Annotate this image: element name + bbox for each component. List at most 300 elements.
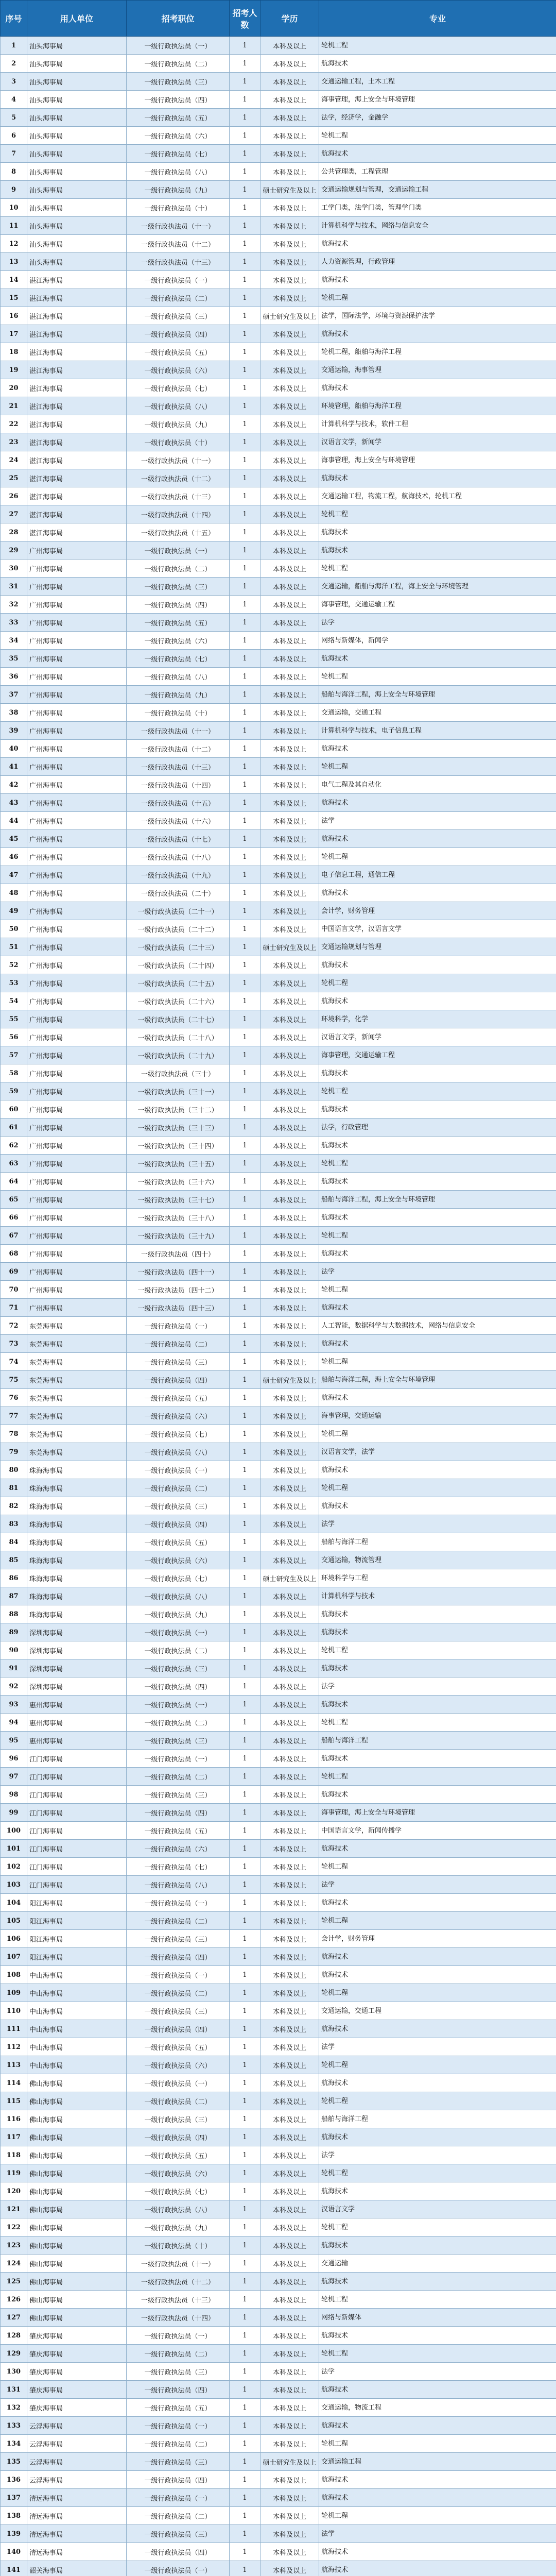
row-position: 一级行政执法员（一） [127,1317,230,1335]
row-position: 一级行政执法员（五） [127,614,230,632]
row-number: 29 [1,541,27,560]
table-row [1,1876,556,1894]
row-education: 本科及以上 [260,650,319,668]
row-education: 本科及以上 [260,1461,319,1479]
table-row [1,866,556,884]
row-education: 本科及以上 [260,1714,319,1732]
table-row [1,920,556,938]
row-education: 本科及以上 [260,397,319,415]
row-education: 本科及以上 [260,415,319,433]
row-unit: 佛山海事局 [27,2309,127,2327]
row-count: 1 [230,1155,260,1173]
row-major: 轮机工程 [319,560,556,578]
row-position: 一级行政执法员（四） [127,1371,230,1389]
row-education: 本科及以上 [260,469,319,487]
row-number: 52 [1,956,27,974]
table-row [1,1623,556,1641]
table-row [1,397,556,415]
row-education: 本科及以上 [260,1028,319,1046]
row-number: 114 [1,2074,27,2092]
row-unit: 珠海海事局 [27,1515,127,1533]
row-number: 94 [1,1714,27,1732]
row-major: 航海技术 [319,2273,556,2291]
row-count: 1 [230,2236,260,2255]
row-education: 本科及以上 [260,632,319,650]
table-row [1,271,556,289]
row-major: 航海技术 [319,992,556,1010]
row-position: 一级行政执法员（九） [127,2218,230,2236]
row-number: 53 [1,974,27,992]
row-position: 一级行政执法员（三） [127,2525,230,2543]
row-unit: 东莞海事局 [27,1317,127,1335]
row-number: 136 [1,2471,27,2489]
row-position: 一级行政执法员（十） [127,199,230,217]
row-number: 116 [1,2110,27,2128]
row-unit: 中山海事局 [27,2056,127,2074]
row-major: 轮机工程 [319,1768,556,1786]
row-major: 航海技术 [319,1894,556,1912]
row-unit: 汕头海事局 [27,217,127,235]
row-unit: 广州海事局 [27,992,127,1010]
row-position: 一级行政执法员（五） [127,1533,230,1551]
row-position: 一级行政执法员（三十六） [127,1173,230,1191]
row-unit: 佛山海事局 [27,2074,127,2092]
row-major: 汉语言文学，新闻学 [319,1028,556,1046]
header-major: 专业 [319,1,556,37]
row-count: 1 [230,1948,260,1966]
row-position: 一级行政执法员（十五） [127,523,230,541]
row-education: 本科及以上 [260,1443,319,1461]
table-row [1,1389,556,1407]
row-count: 1 [230,1281,260,1299]
table-row [1,415,556,433]
row-education: 本科及以上 [260,2182,319,2200]
row-education: 本科及以上 [260,1479,319,1497]
row-education: 本科及以上 [260,1948,319,1966]
row-education: 本科及以上 [260,289,319,307]
table-row [1,1461,556,1479]
row-number: 117 [1,2128,27,2146]
row-count: 1 [230,2381,260,2399]
row-number: 125 [1,2273,27,2291]
row-count: 1 [230,2543,260,2561]
row-number: 12 [1,235,27,253]
row-count: 1 [230,2471,260,2489]
table-row [1,1930,556,1948]
row-position: 一级行政执法员（三十三） [127,1118,230,1137]
row-number: 139 [1,2525,27,2543]
row-count: 1 [230,1840,260,1858]
row-unit: 汕头海事局 [27,181,127,199]
row-number: 7 [1,145,27,163]
row-count: 1 [230,578,260,596]
header-count: 招考人数 [230,1,260,37]
row-number: 80 [1,1461,27,1479]
row-position: 一级行政执法员（十三） [127,253,230,271]
table-row [1,1768,556,1786]
row-unit: 汕头海事局 [27,127,127,145]
row-education: 本科及以上 [260,1966,319,1984]
row-position: 一级行政执法员（四十三） [127,1299,230,1317]
row-position: 一级行政执法员（三） [127,307,230,325]
row-major: 航海技术 [319,2074,556,2092]
row-position: 一级行政执法员（三） [127,2002,230,2020]
row-education: 本科及以上 [260,2327,319,2345]
table-row [1,2110,556,2128]
row-education: 本科及以上 [260,1245,319,1263]
row-education: 本科及以上 [260,2218,319,2236]
row-position: 一级行政执法员（八） [127,397,230,415]
row-unit: 深圳海事局 [27,1659,127,1677]
row-count: 1 [230,1587,260,1605]
row-unit: 广州海事局 [27,686,127,704]
row-number: 10 [1,199,27,217]
row-position: 一级行政执法员（一） [127,1696,230,1714]
row-unit: 珠海海事局 [27,1461,127,1479]
row-unit: 佛山海事局 [27,2164,127,2182]
row-count: 1 [230,722,260,740]
row-number: 9 [1,181,27,199]
row-number: 134 [1,2435,27,2453]
row-position: 一级行政执法员（五） [127,2399,230,2417]
row-number: 16 [1,307,27,325]
row-number: 59 [1,1082,27,1100]
row-major: 航海技术 [319,1173,556,1191]
row-unit: 云浮海事局 [27,2417,127,2435]
row-major: 航海技术 [319,1137,556,1155]
row-number: 32 [1,596,27,614]
row-count: 1 [230,2309,260,2327]
row-major: 法学 [319,2363,556,2381]
row-position: 一级行政执法员（七） [127,145,230,163]
row-position: 一级行政执法员（二十四） [127,956,230,974]
row-number: 135 [1,2453,27,2471]
table-row [1,1082,556,1100]
row-major: 航海技术 [319,523,556,541]
row-unit: 阳江海事局 [27,1948,127,1966]
row-unit: 广州海事局 [27,1227,127,1245]
row-major: 法学 [319,1677,556,1696]
row-number: 78 [1,1425,27,1443]
row-unit: 东莞海事局 [27,1353,127,1371]
row-count: 1 [230,974,260,992]
row-number: 13 [1,253,27,271]
row-number: 6 [1,127,27,145]
row-position: 一级行政执法员（十二） [127,235,230,253]
table-row [1,1858,556,1876]
row-unit: 湛江海事局 [27,415,127,433]
row-unit: 中山海事局 [27,1984,127,2002]
table-row [1,1569,556,1587]
row-education: 本科及以上 [260,992,319,1010]
row-number: 74 [1,1353,27,1371]
row-major: 汉语言文学 [319,2200,556,2218]
row-major: 轮机工程 [319,2291,556,2309]
row-major: 法学 [319,2525,556,2543]
row-position: 一级行政执法员（九） [127,1605,230,1623]
row-unit: 广州海事局 [27,1299,127,1317]
row-unit: 中山海事局 [27,1966,127,1984]
row-education: 本科及以上 [260,1840,319,1858]
row-unit: 江门海事局 [27,1876,127,1894]
row-number: 89 [1,1623,27,1641]
row-position: 一级行政执法员（二） [127,1335,230,1353]
row-education: 本科及以上 [260,541,319,560]
row-unit: 湛江海事局 [27,325,127,343]
row-unit: 广州海事局 [27,776,127,794]
row-unit: 广州海事局 [27,560,127,578]
row-education: 硕士研究生及以上 [260,2453,319,2471]
row-education: 硕士研究生及以上 [260,307,319,325]
row-position: 一级行政执法员（十八） [127,848,230,866]
table-row [1,181,556,199]
row-count: 1 [230,740,260,758]
row-count: 1 [230,1173,260,1191]
row-education: 本科及以上 [260,1551,319,1569]
row-unit: 珠海海事局 [27,1587,127,1605]
table-row [1,2038,556,2056]
row-number: 20 [1,379,27,397]
row-count: 1 [230,614,260,632]
row-count: 1 [230,668,260,686]
row-number: 128 [1,2327,27,2345]
row-major: 航海技术 [319,2561,556,2576]
table-row [1,2399,556,2417]
table-row [1,523,556,541]
table-row [1,614,556,632]
row-major: 航海技术 [319,2020,556,2038]
row-unit: 湛江海事局 [27,379,127,397]
row-number: 55 [1,1010,27,1028]
row-count: 1 [230,2146,260,2164]
row-count: 1 [230,2074,260,2092]
row-number: 61 [1,1118,27,1137]
row-education: 本科及以上 [260,1786,319,1804]
table-row [1,469,556,487]
row-number: 49 [1,902,27,920]
row-major: 轮机工程 [319,1425,556,1443]
row-number: 91 [1,1659,27,1677]
row-major: 轮机工程 [319,1714,556,1732]
row-count: 1 [230,2164,260,2182]
row-count: 1 [230,2345,260,2363]
row-count: 1 [230,433,260,451]
row-number: 127 [1,2309,27,2327]
row-number: 98 [1,1786,27,1804]
row-count: 1 [230,343,260,361]
row-major: 轮机工程 [319,1479,556,1497]
row-number: 21 [1,397,27,415]
row-position: 一级行政执法员（七） [127,1569,230,1587]
table-row [1,1551,556,1569]
row-count: 1 [230,1894,260,1912]
row-number: 47 [1,866,27,884]
row-count: 1 [230,2038,260,2056]
row-unit: 汕头海事局 [27,55,127,73]
row-unit: 湛江海事局 [27,397,127,415]
row-number: 24 [1,451,27,469]
row-position: 一级行政执法员（一） [127,1623,230,1641]
row-unit: 广州海事局 [27,1064,127,1082]
row-major: 法学 [319,812,556,830]
table-row [1,2092,556,2110]
row-position: 一级行政执法员（十） [127,2236,230,2255]
table-row [1,938,556,956]
row-unit: 广州海事局 [27,1173,127,1191]
row-position: 一级行政执法员（三） [127,1659,230,1677]
table-row [1,1479,556,1497]
row-unit: 江门海事局 [27,1822,127,1840]
table-row [1,55,556,73]
row-number: 40 [1,740,27,758]
row-education: 本科及以上 [260,1046,319,1064]
row-education: 本科及以上 [260,1173,319,1191]
row-position: 一级行政执法员（三） [127,2453,230,2471]
row-count: 1 [230,1209,260,1227]
row-count: 1 [230,1118,260,1137]
row-education: 本科及以上 [260,2128,319,2146]
row-unit: 广州海事局 [27,1155,127,1173]
row-education: 本科及以上 [260,2291,319,2309]
row-unit: 广州海事局 [27,1028,127,1046]
row-major: 海事管理，海上安全与环境管理 [319,1804,556,1822]
row-education: 本科及以上 [260,145,319,163]
row-major: 轮机工程 [319,1912,556,1930]
row-count: 1 [230,2128,260,2146]
table-row [1,343,556,361]
row-major: 交通运输，物流管理 [319,1551,556,1569]
table-row [1,487,556,505]
table-row [1,2345,556,2363]
row-count: 1 [230,2092,260,2110]
row-count: 1 [230,1227,260,1245]
row-number: 45 [1,830,27,848]
row-unit: 汕头海事局 [27,109,127,127]
row-major: 航海技术 [319,884,556,902]
row-unit: 汕头海事局 [27,145,127,163]
row-unit: 清远海事局 [27,2543,127,2561]
row-major: 计算机科学与技术 [319,1587,556,1605]
row-education: 本科及以上 [260,2146,319,2164]
row-major: 航海技术 [319,55,556,73]
row-education: 本科及以上 [260,487,319,505]
row-number: 103 [1,1876,27,1894]
row-position: 一级行政执法员（五） [127,1822,230,1840]
row-count: 1 [230,1137,260,1155]
row-number: 54 [1,992,27,1010]
table-row [1,1948,556,1966]
row-number: 111 [1,2020,27,2038]
row-count: 1 [230,541,260,560]
row-position: 一级行政执法员（二） [127,1768,230,1786]
row-count: 1 [230,37,260,55]
row-position: 一级行政执法员（八） [127,2200,230,2218]
table-row [1,2381,556,2399]
row-unit: 阳江海事局 [27,1930,127,1948]
row-number: 101 [1,1840,27,1858]
row-position: 一级行政执法员（四） [127,325,230,343]
row-position: 一级行政执法员（三十四） [127,1137,230,1155]
row-major: 航海技术 [319,469,556,487]
row-unit: 广州海事局 [27,650,127,668]
row-position: 一级行政执法员（三十八） [127,1209,230,1227]
row-position: 一级行政执法员（十三） [127,487,230,505]
row-position: 一级行政执法员（八） [127,163,230,181]
row-number: 18 [1,343,27,361]
row-unit: 广州海事局 [27,704,127,722]
table-row [1,541,556,560]
row-unit: 云浮海事局 [27,2453,127,2471]
row-number: 56 [1,1028,27,1046]
table-row [1,2471,556,2489]
row-education: 本科及以上 [260,1894,319,1912]
row-education: 本科及以上 [260,920,319,938]
table-row [1,2309,556,2327]
row-unit: 广州海事局 [27,668,127,686]
row-major: 轮机工程 [319,848,556,866]
row-education: 本科及以上 [260,343,319,361]
row-number: 122 [1,2218,27,2236]
row-count: 1 [230,1010,260,1028]
row-unit: 广州海事局 [27,1100,127,1118]
row-education: 本科及以上 [260,127,319,145]
row-education: 本科及以上 [260,2489,319,2507]
table-row [1,1984,556,2002]
row-position: 一级行政执法员（八） [127,1443,230,1461]
table-row [1,1317,556,1335]
row-education: 本科及以上 [260,596,319,614]
table-row [1,2453,556,2471]
row-count: 1 [230,2218,260,2236]
row-count: 1 [230,91,260,109]
table-row [1,1191,556,1209]
row-education: 本科及以上 [260,451,319,469]
table-row [1,1696,556,1714]
row-education: 本科及以上 [260,1984,319,2002]
row-position: 一级行政执法员（三） [127,2110,230,2128]
row-number: 86 [1,1569,27,1587]
row-major: 轮机工程 [319,1082,556,1100]
row-unit: 江门海事局 [27,1768,127,1786]
row-education: 本科及以上 [260,974,319,992]
row-education: 本科及以上 [260,1876,319,1894]
row-position: 一级行政执法员（二） [127,2092,230,2110]
row-unit: 广州海事局 [27,740,127,758]
row-position: 一级行政执法员（二十二） [127,920,230,938]
row-number: 129 [1,2345,27,2363]
table-row [1,2128,556,2146]
row-unit: 广州海事局 [27,1118,127,1137]
row-number: 30 [1,560,27,578]
row-count: 1 [230,1046,260,1064]
row-position: 一级行政执法员（六） [127,1407,230,1425]
row-position: 一级行政执法员（四） [127,1515,230,1533]
row-number: 48 [1,884,27,902]
table-row [1,2056,556,2074]
row-number: 19 [1,361,27,379]
row-count: 1 [230,2291,260,2309]
row-major: 航海技术 [319,1840,556,1858]
row-major: 航海技术 [319,1100,556,1118]
row-unit: 东莞海事局 [27,1335,127,1353]
table-row [1,1840,556,1858]
row-unit: 湛江海事局 [27,361,127,379]
row-count: 1 [230,181,260,199]
row-number: 51 [1,938,27,956]
row-education: 本科及以上 [260,235,319,253]
row-major: 交通运输规划与管理，交通运输工程 [319,181,556,199]
row-count: 1 [230,1533,260,1551]
